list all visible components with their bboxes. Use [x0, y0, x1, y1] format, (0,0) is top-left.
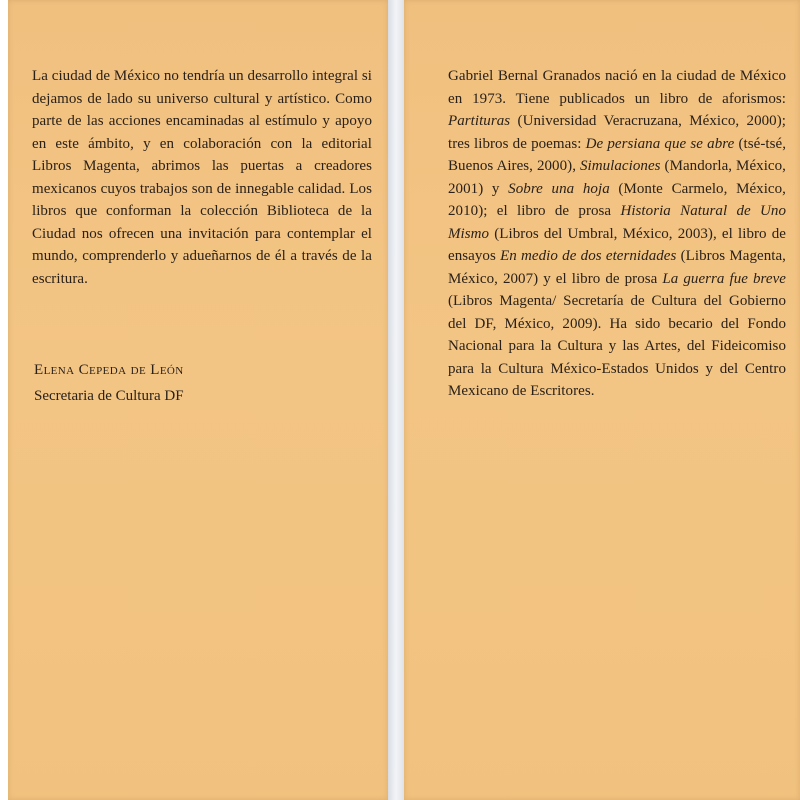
bio-text-5: (Monte Carmelo, México, 2010); el libro de prosa [448, 180, 786, 219]
page-gutter [388, 0, 404, 800]
bio-text-6: (Libros del Umbral, México, 2003), el libro de ensayos [448, 225, 786, 264]
book-title-partituras: Partituras [448, 113, 511, 129]
book-title-la-guerra: La guerra fue breve [662, 270, 786, 287]
book-title-simulaciones: Simulaciones [579, 158, 661, 174]
book-title-en-medio: En medio de dos eternidades [500, 248, 677, 264]
intro-paragraph: La ciudad de México no tendría un desarrollo integral si dejamos de lado su universo cultural y artístico. Como parte de las acciones encaminadas al estímulo y apoyo en este ámbito, y en colaboración con la editorial Libros Magenta, abrimos las puertas a creadores mexicanos cuyos trabajos son de innegable calidad. Los libros que conforman la colección Biblioteca de la Ciudad nos ofrecen una invitación para contemplar el mundo, comprenderlo y adueñarnos de él a través de la escritura. [32, 68, 372, 287]
book-title-sobre-una-hoja: Sobre una hoja [508, 180, 610, 197]
signature-block [34, 357, 364, 409]
bio-text-1: Gabriel Bernal Granados nació en la ciudad de México en 1973. Tiene publicados un libro de aforismos: [448, 68, 786, 107]
signature-title: Secretaria de Cultura DF [34, 388, 184, 404]
book-title-historia-natural: Historia Natural de Uno Mismo [448, 203, 786, 242]
bio-text-4: (Mandorla, México, 2001) y [448, 158, 786, 197]
bio-text-8: (Libros Magenta/ Secretaría de Cultura del Gobierno del DF, México, 2009). Ha sido becario del Fondo Nacional para la Cultura y las Artes, del Fideicomiso para la Cultura México-Estados Unidos y del Centro Mexicano de Escritores. [448, 293, 786, 399]
book-title-de-persiana: De persiana que se abre [585, 135, 735, 152]
right-flap-page [404, 0, 800, 800]
left-flap-page [8, 0, 388, 800]
bio-text-7: (Libros Magenta, México, 2007) y el libro de prosa [448, 248, 786, 287]
signature-name: Elena Cepeda de León [34, 362, 184, 378]
author-bio-paragraph [448, 65, 786, 403]
bio-text-2: (Universidad Veracruzana, México, 2000); tres libros de poemas: [448, 113, 786, 152]
bio-text-3: (tsé-tsé, Buenos Aires, 2000), [448, 135, 786, 174]
